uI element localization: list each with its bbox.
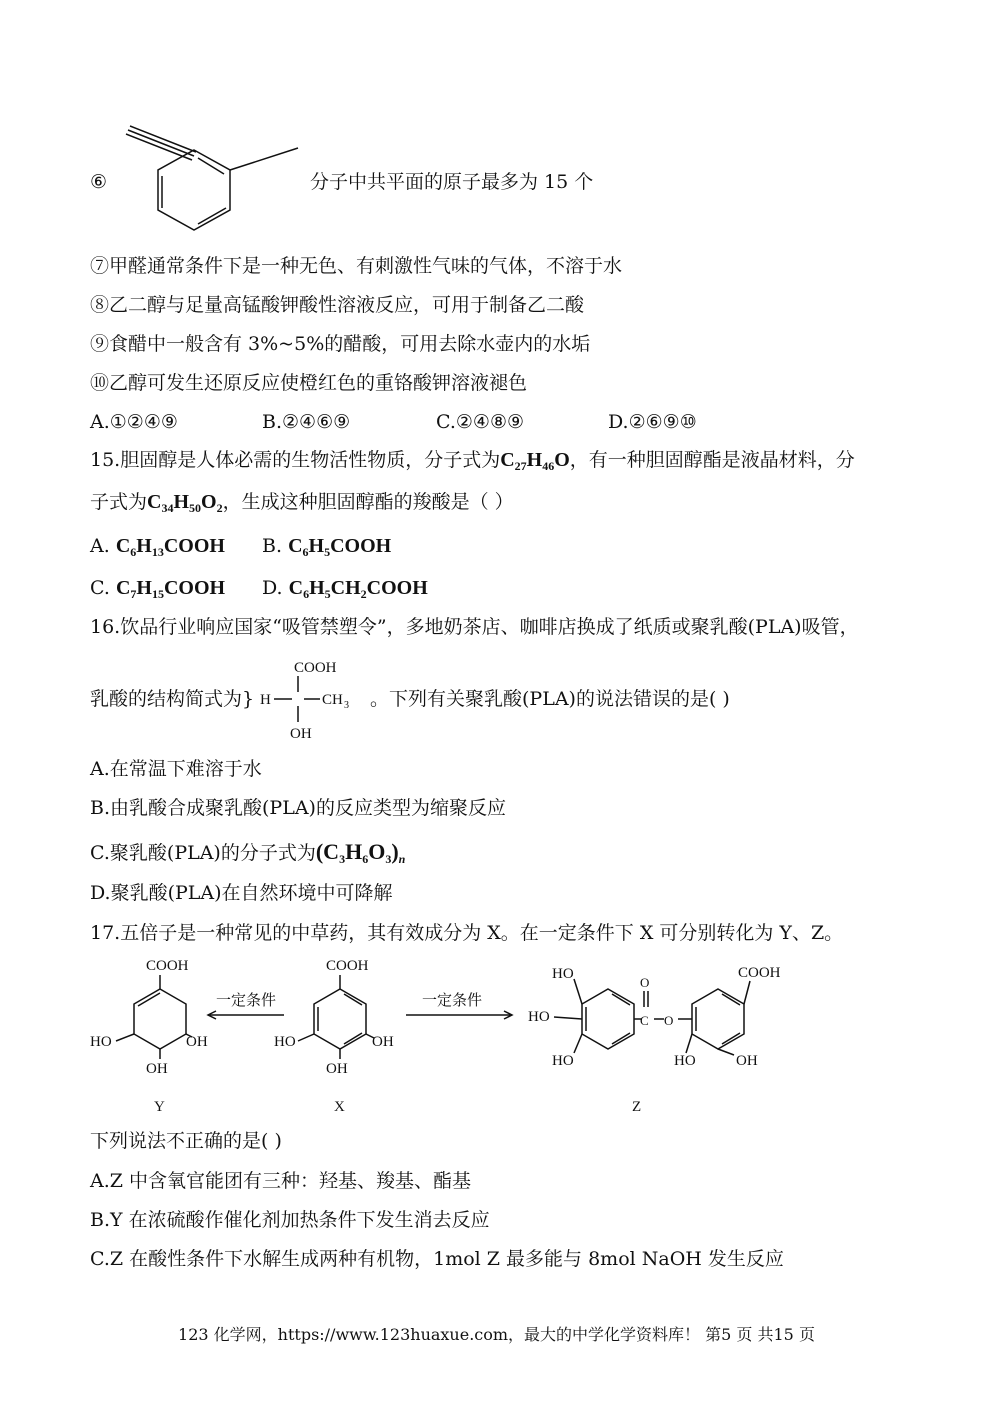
q15-option-d: D. $C_6H_5CH_2COOH$ [262,577,428,601]
svg-text:一定条件: 一定条件 [422,993,483,1009]
svg-text:O: O [640,975,650,990]
structure-x [274,958,394,1115]
svg-text:3: 3 [344,700,349,711]
q16-option-b: B.由乳酸合成聚乳酸(PLA)的反应类型为缩聚反应 [90,797,506,819]
svg-text:HO: HO [90,1034,112,1050]
svg-text:H: H [260,692,271,708]
svg-text:HO: HO [528,1009,550,1025]
q16-line1: 16.饮品行业响应国家“吸管禁塑令”，多地奶茶店、咖啡店换成了纸质或聚乳酸(PLA)吸管， [90,616,859,638]
q15-option-a: A. $C_6H_{13}COOH$ [90,535,225,559]
structure-y [90,958,208,1115]
svg-text:C: C [640,1013,649,1028]
q16-line2-a: 乳酸的结构简式为} [90,688,255,710]
q15-option-b: B. $C_6H_5COOH$ [262,535,392,559]
svg-text:HO: HO [674,1053,696,1069]
q15-options-cd [90,576,428,606]
q17-option-b: B.Y 在浓硫酸作催化剂加热条件下发生消去反应 [90,1209,490,1231]
q15-line2: 子式为$C_{34}H_{50}O_2$，生成这种胆固醇酯的羧酸是（ ） [90,491,514,515]
svg-text:COOH: COOH [146,958,189,974]
svg-text:OH: OH [146,1061,168,1077]
svg-text:HO: HO [274,1034,296,1050]
formula-cholesterol: $C_{27}H_{46}O$ [500,449,570,473]
svg-text:CH: CH [322,692,343,708]
item6-text: 分子中共平面的原子最多为 15 个 [310,171,594,193]
svg-text:X: X [334,1099,345,1115]
item9: ⑨食醋中一般含有 3%~5%的醋酸，可用去除水壶内的水垢 [90,333,591,355]
q17-reaction-scheme [88,955,808,1120]
svg-text:Z: Z [632,1099,642,1115]
q14-option-d: D.②⑥⑨⑩ [608,411,697,433]
item8: ⑧乙二醇与足量高锰酸钾酸性溶液反应，可用于制备乙二酸 [90,294,585,316]
svg-text:一定条件: 一定条件 [216,993,277,1009]
item6-number: ⑥ [90,171,108,193]
q17-question: 下列说法不正确的是( ) [90,1130,282,1152]
svg-text:COOH: COOH [326,958,369,974]
q14-options [90,410,697,434]
page-footer: 123 化学网，https://www.123huaxue.com，最大的中学化学资料库！ 第5 页 共15 页 [178,1325,815,1344]
svg-text:OH: OH [326,1061,348,1077]
svg-text:HO: HO [552,1053,574,1069]
q16-option-a: A.在常温下难溶于水 [90,758,262,780]
q16-line2-b: 。下列有关聚乳酸(PLA)的说法错误的是( ) [370,688,730,710]
q15-options-ab [90,534,391,564]
svg-text:O: O [664,1013,674,1028]
lactic-acid-structure [258,656,368,746]
svg-text:COOH: COOH [738,965,781,981]
q16-option-c: C.聚乳酸(PLA)的分子式为$(C_3H_6O_3)_n$ [90,839,406,866]
q17-line1: 17.五倍子是一种常见的中草药，其有效成分为 X。在一定条件下 X 可分别转化为 Y、Z。 [90,922,844,944]
svg-text:OH: OH [186,1034,208,1050]
m-tolyl-acetylene-structure [120,120,310,230]
q17-option-c: C.Z 在酸性条件下水解生成两种有机物，1mol Z 最多能与 8mol NaOH 发生反应 [90,1248,784,1270]
formula-ester: $C_{34}H_{50}O_2$ [147,491,223,515]
item7: ⑦甲醛通常条件下是一种无色、有刺激性气味的气体，不溶于水 [90,255,623,277]
svg-text:Y: Y [154,1099,165,1115]
q16-option-d: D.聚乳酸(PLA)在自然环境中可降解 [90,882,393,904]
structure-z [528,965,781,1115]
svg-text:COOH: COOH [294,660,337,676]
q14-option-a: A.①②④⑨ [90,411,178,433]
q14-option-b: B.②④⑥⑨ [262,411,351,433]
q15-line1: 15.胆固醇是人体必需的生物活性物质，分子式为$C_{27}H_{46}O$，有一种胆固醇酯是液晶材料，分 [90,449,855,473]
q17-option-a: A.Z 中含氧官能团有三种：羟基、羧基、酯基 [90,1170,472,1192]
svg-text:HO: HO [552,966,574,982]
q14-option-c: C.②④⑧⑨ [436,411,525,433]
item10: ⑩乙醇可发生还原反应使橙红色的重铬酸钾溶液褪色 [90,372,528,394]
svg-text:OH: OH [290,726,312,742]
q15-option-c: C. $C_7H_{15}COOH$ [90,577,226,601]
svg-text:OH: OH [736,1053,758,1069]
svg-text:OH: OH [372,1034,394,1050]
